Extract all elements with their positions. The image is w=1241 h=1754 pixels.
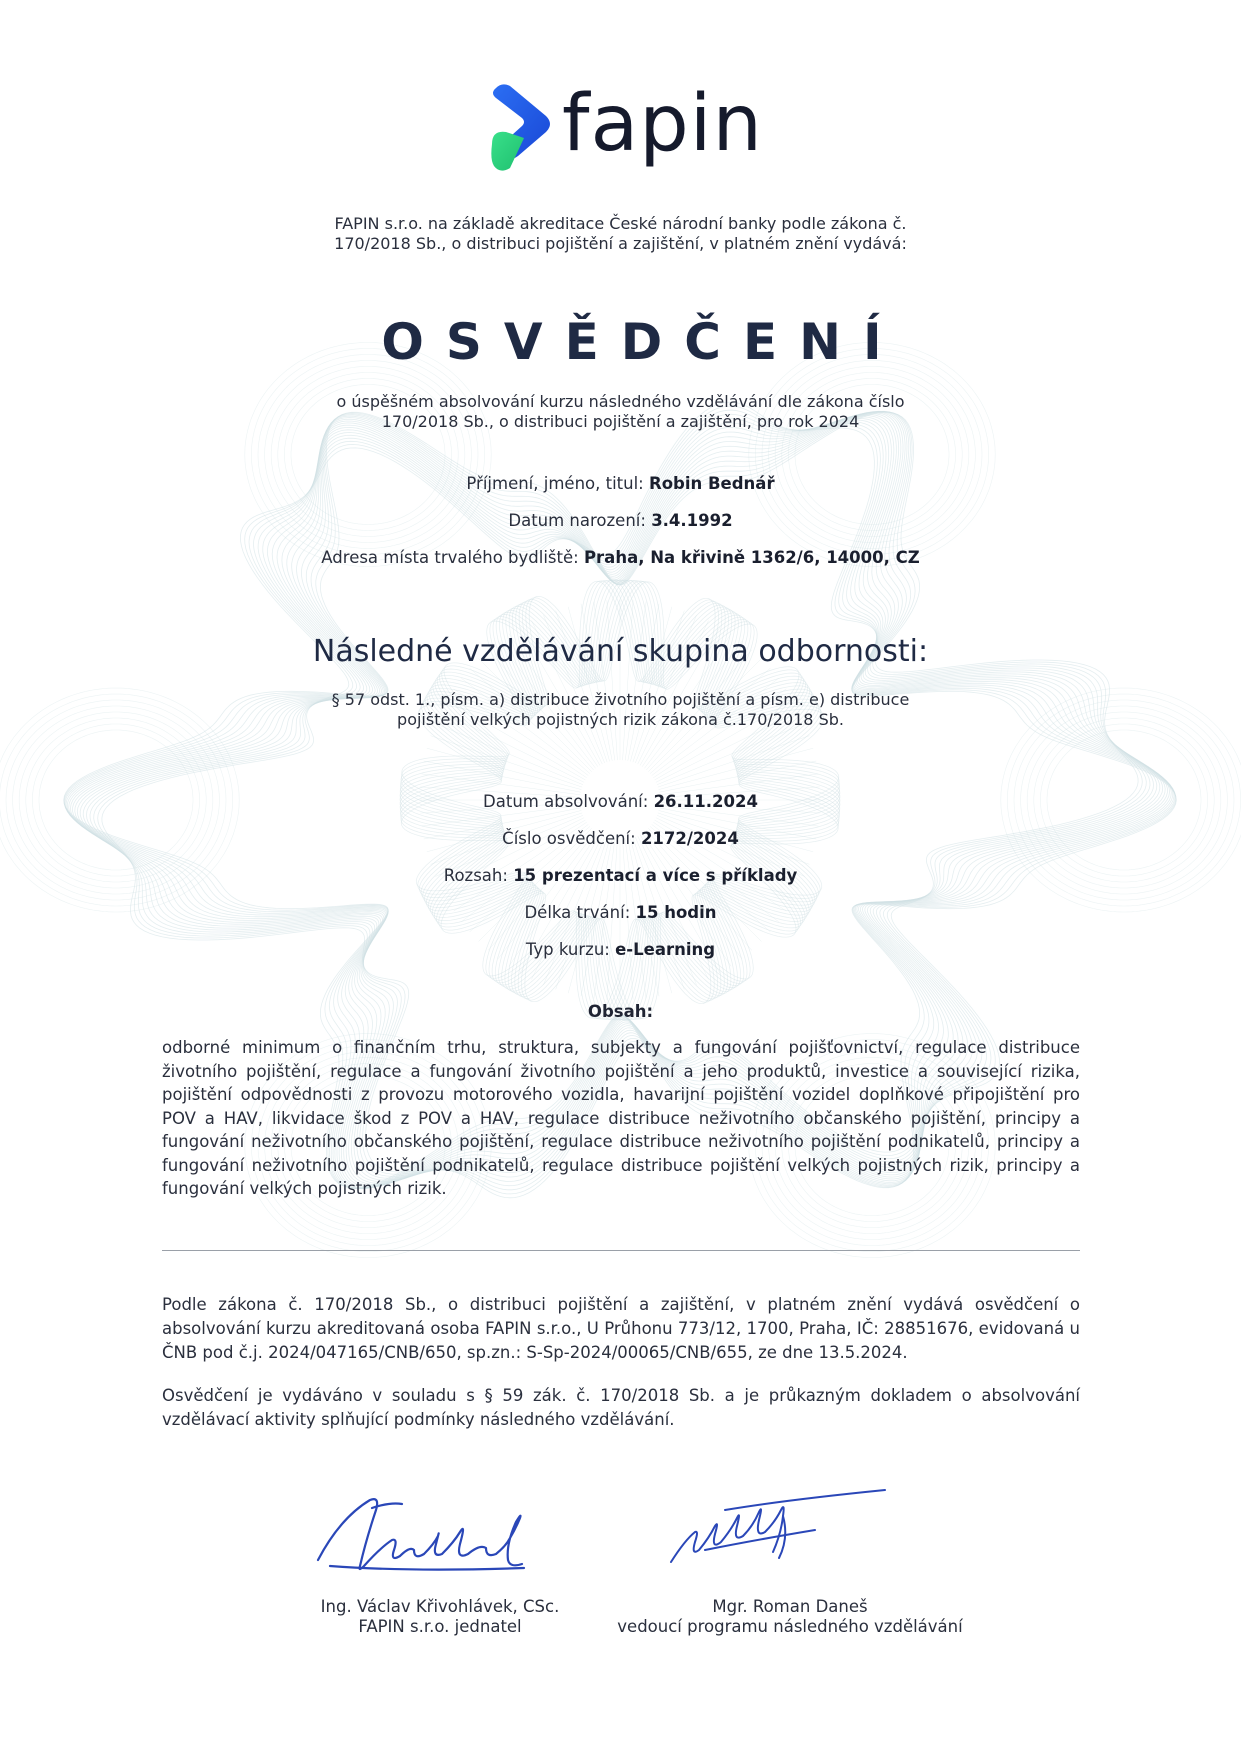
completion-date-label: Datum absolvování: <box>483 792 649 811</box>
course-type-label: Typ kurzu: <box>525 940 610 959</box>
scope-label: Rozsah: <box>443 866 508 885</box>
intro-line-1: FAPIN s.r.o. na základě akreditace České národní banky podle zákona č. <box>334 214 907 233</box>
certificate-title: OSVĚDČENÍ <box>381 313 904 371</box>
completion-date-value: 26.11.2024 <box>653 792 758 811</box>
field-address <box>0 547 1241 569</box>
intro-text <box>0 214 1241 254</box>
scope-value: 15 prezentací a více s příklady <box>513 866 798 885</box>
certificate-number-value: 2172/2024 <box>640 829 739 848</box>
subtitle-line-2: 170/2018 Sb., o distribuci pojištění a zajištění, pro rok 2024 <box>381 412 860 431</box>
legal-paragraph-1: Podle zákona č. 170/2018 Sb., o distribuci pojištění a zajištění, v platném znění vydává osvědčení o absolvování kurzu akreditovaná osoba FAPIN s.r.o., U Průhonu 773/12, 1700, Praha, IČ: 28851676, evidovaná u ČNB pod č.j. 2024/047165/CNB/650, sp.zn.: S-Sp-2024/00065/CNB/655, ze dne 13.5.2024. <box>162 1295 1080 1362</box>
course-type-value: e-Learning <box>615 940 716 959</box>
address-value: Praha, Na křivině 1362/6, 14000, CZ <box>583 548 920 567</box>
field-course-type <box>0 939 1241 961</box>
section-heading: Následné vzdělávání skupina odbornosti: <box>312 634 929 669</box>
signature-right <box>665 1480 895 1580</box>
legal-paragraph-2: Osvědčení je vydáváno v souladu s § 59 zák. č. 170/2018 Sb. a je průkazným dokladem o absolvování vzdělávací aktivity splňující podmínky následného vzdělávání. <box>162 1386 1080 1429</box>
section-description <box>0 690 1241 730</box>
contents-text: odborné minimum o finančním trhu, struktura, subjekty a fungování pojišťovnictví, regulace distribuce životního pojištění, regulace a fungování životního pojištění a jeho produktů, investice a související rizika, pojištění odpovědnosti z provozu motorového vozidla, havarijní pojištění vozidel doplňkové připojištění pro POV a HAV, likvidace škod z POV a HAV, regulace distribuce neživotního občanského pojištění, principy a fungování neživotního občanského pojištění, regulace distribuce neživotního pojištění podnikatelů, principy a fungování neživotního pojištění podnikatelů, regulace distribuce pojištění velkých pojistných rizik, principy a fungování velkých pojistných rizik. <box>162 1038 1080 1198</box>
field-name <box>0 473 1241 495</box>
name-label: Příjmení, jméno, titul: <box>466 474 644 493</box>
name-value: Robin Bednář <box>648 474 775 493</box>
signatory-right-name: Mgr. Roman Daneš <box>712 1597 868 1616</box>
subtitle-line-1: o úspěšném absolvování kurzu následného vzdělávání dle zákona číslo <box>336 392 905 411</box>
signature-left <box>310 1488 540 1588</box>
field-birth-date <box>0 510 1241 532</box>
field-duration <box>0 902 1241 924</box>
certificate-subtitle <box>0 392 1241 432</box>
intro-line-2: 170/2018 Sb., o distribuci pojištění a zajištění, v platném znění vydává: <box>334 234 907 253</box>
birth-date-value: 3.4.1992 <box>651 511 733 530</box>
divider <box>162 1250 1080 1251</box>
signatory-right <box>570 1597 1010 1637</box>
fapin-logo <box>488 79 768 174</box>
field-certificate-number <box>0 828 1241 850</box>
signatory-right-role: vedoucí programu následného vzdělávání <box>617 1617 963 1636</box>
section-description-line-1: § 57 odst. 1., písm. a) distribuce životního pojištění a písm. e) distribuce <box>331 690 910 709</box>
signatory-left-role: FAPIN s.r.o. jednatel <box>358 1617 522 1636</box>
certificate-number-label: Číslo osvědčení: <box>502 829 636 848</box>
birth-date-label: Datum narození: <box>508 511 646 530</box>
address-label: Adresa místa trvalého bydliště: <box>321 548 579 567</box>
field-completion-date <box>0 791 1241 813</box>
field-scope <box>0 865 1241 887</box>
signatory-left-name: Ing. Václav Křivohlávek, CSc. <box>320 1597 560 1616</box>
duration-value: 15 hodin <box>635 903 717 922</box>
duration-label: Délka trvání: <box>524 903 631 922</box>
section-description-line-2: pojištění velkých pojistných rizik zákona č.170/2018 Sb. <box>397 710 844 729</box>
fapin-logo-wordmark: fapin <box>562 79 763 169</box>
fapin-logo-mark <box>488 82 558 174</box>
contents-heading: Obsah: <box>587 1002 654 1021</box>
